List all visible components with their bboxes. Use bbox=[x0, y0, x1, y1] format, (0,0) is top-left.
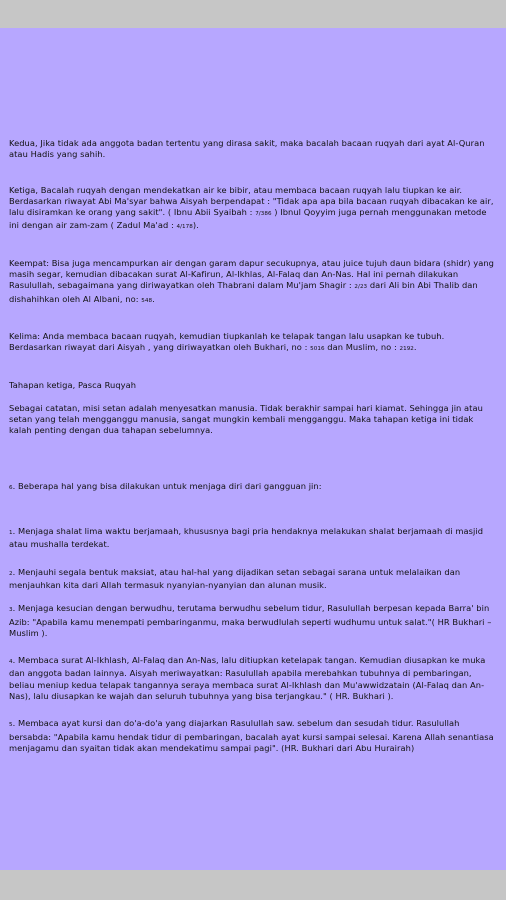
bottom-bar bbox=[0, 870, 506, 900]
paragraph-text: Kedua, Jika tidak ada anggota badan tertentu yang dirasa sakit, maka bacalah bacaan ruqyah dari ayat Al-Quran atau Hadis yang sahih. bbox=[9, 138, 485, 160]
paragraph-text: ) Ibnul Qoyyim juga pernah menggunakan metode ini dengan air zam-zam ( Zadul Ma'ad : bbox=[9, 207, 487, 231]
paragraph-text: Ketiga, Bacalah ruqyah dengan mendekatkan air ke bibir, atau membaca bacaan ruqyah lalu tiupkan ke air. Berdasarkan riwayat Abi Ma'syar bahwa Aisyah berpendapat : "Tidak apa apa bila bacaan ruqyah dibacakan ke air, lalu disiramkan ke orang yang sakit". ( Ibnu Abii Syaibah : bbox=[9, 184, 494, 218]
paragraph-text: Keempat: Bisa juga mencampurkan air dengan garam dapur secukupnya, atau juice tujuh daun bidara (shidr) yang masih segar, kemudian dibacakan surat Al-Kafirun, Al-Ikhlas, Al-Falaq dan An-Nas. Hal ini pernah dilakukan Rasulullah, sebagaimana yang diriwayatkan oleh Thabrani dalam Mu'jam Shagir : bbox=[9, 257, 494, 291]
paragraph-tahapan-ketiga bbox=[9, 403, 495, 437]
list-item-5 bbox=[9, 718, 495, 754]
document-page[interactable] bbox=[0, 28, 506, 870]
reference-number: 4/178 bbox=[176, 224, 193, 231]
list-item-text: . Menjauhi segala bentuk maksiat, atau hal-hal yang dijadikan setan sebagai sarana untuk melalaikan dan menjauhkan kita dari Allah termasuk nyanyian-nyanyian dan alunan musik. bbox=[9, 566, 461, 590]
list-item-2 bbox=[9, 567, 495, 592]
list-item-text: . Membaca ayat kursi dan do'a-do'a yang diajarkan Rasulullah saw. sebelum dan sesudah tidur. Rasulullah bersabda: "Apabila kamu hendak tidur di pembaringan, bacalah ayat kursi sampai selesai. Karena Allah senantiasa menjagamu dan syaitan tidak akan mendekatimu sampai pagi". (HR. Bukhari dari Abu Hurairah) bbox=[9, 718, 494, 753]
list-number: 3 bbox=[9, 607, 13, 614]
paragraph-keempat bbox=[9, 258, 495, 307]
paragraph-text: dari Ali bin Abi Thalib dan dishahihkan oleh Al Albani, no: bbox=[9, 280, 478, 304]
list-item-text: . Menjaga kesucian dengan berwudhu, terutama berwudhu sebelum tidur, Rasulullah berpesan kepada Barra' bin Azib: "Apabila kamu menempati pembaringanmu, maka berwudlulah seperti wudhumu untuk salat."( HR Bukhari – Muslim ). bbox=[9, 603, 492, 638]
paragraph-kedua bbox=[9, 138, 495, 161]
list-number: 5 bbox=[9, 722, 13, 729]
paragraph-text: . Beberapa hal yang bisa dilakukan untuk menjaga diri dari gangguan jin: bbox=[12, 480, 322, 491]
document-content bbox=[9, 138, 495, 754]
reference-number: 2/23 bbox=[354, 284, 368, 291]
list-intro bbox=[9, 481, 495, 494]
list-number: 1 bbox=[9, 530, 13, 537]
paragraph-text: ). bbox=[192, 220, 199, 231]
top-bar bbox=[0, 0, 506, 28]
list-number: 2 bbox=[9, 570, 13, 577]
paragraph-text: dan Muslim, no : bbox=[324, 342, 400, 353]
section-heading-tahapan-ketiga bbox=[9, 380, 495, 391]
list-item-text: . Membaca surat Al-Ikhlash, Al-Falaq dan An-Nas, lalu ditiupkan ketelapak tangan. Kemudian diusapkan ke muka dan anggota badan lainnya. Aisyah meriwayatkan: Rasulullah apabila merebahkan tubuhnya di pembaringan, beliau meniup kedua telapak tangannya seraya membaca surat Al-Ikhlash dan Mu'awwidzatain (Al-Falaq dan An-Nas), lalu diusapkan ke wajah dan seluruh tubuhnya yang bisa terjangkau." ( HR. Bukhari ). bbox=[9, 655, 486, 702]
paragraph-text: . bbox=[152, 293, 155, 304]
paragraph-ketiga bbox=[9, 185, 495, 234]
list-item-1 bbox=[9, 526, 495, 551]
reference-number: 5016 bbox=[310, 346, 325, 353]
list-item-3 bbox=[9, 603, 495, 639]
list-item-4 bbox=[9, 655, 495, 702]
reference-number: 7/386 bbox=[255, 211, 272, 218]
heading-text: Tahapan ketiga, Pasca Ruqyah bbox=[9, 379, 137, 390]
paragraph-text: Kelima: Anda membaca bacaan ruqyah, kemudian tiupkanlah ke telapak tangan lalu usapkan ke tubuh. Berdasarkan riwayat dari Aisyah , yang diriwayatkan oleh Bukhari, no : bbox=[9, 330, 445, 353]
paragraph-text: . bbox=[413, 342, 417, 353]
reference-number: 548 bbox=[141, 297, 153, 304]
list-number: 6 bbox=[9, 484, 13, 491]
list-number: 4 bbox=[9, 659, 13, 666]
paragraph-kelima bbox=[9, 331, 495, 356]
list-item-text: . Menjaga shalat lima waktu berjamaah, khususnya bagi pria hendaknya melakukan shalat berjamaah di masjid atau mushalla terdekat. bbox=[9, 526, 484, 550]
reference-number: 2192 bbox=[399, 346, 414, 353]
paragraph-text: Sebagai catatan, misi setan adalah menyesatkan manusia. Tidak berakhir sampai hari kiamat. Sehingga jin atau setan yang telah mengganggu manusia, sangat mungkin kembali mengganggu. Maka tahapan ketiga ini tidak kalah penting dengan dua tahapan sebelumnya. bbox=[9, 402, 483, 436]
